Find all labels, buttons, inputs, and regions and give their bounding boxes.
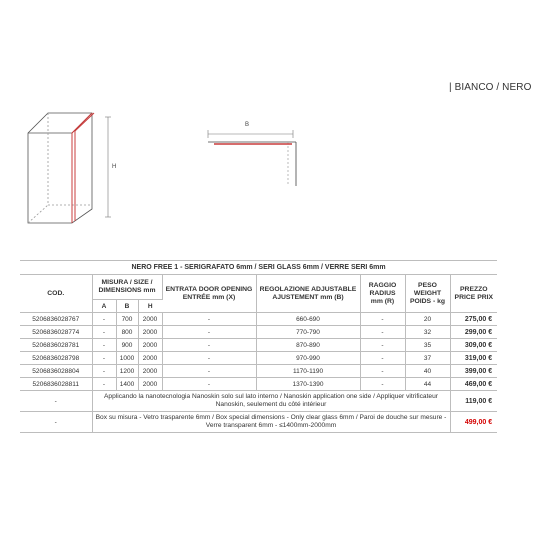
table-row	[20, 378, 497, 391]
cell-weight: 32	[405, 326, 450, 339]
cell-price: 469,00 €	[450, 378, 497, 391]
cell-adjustable: 1370-1390	[256, 378, 360, 391]
col-header-adjustable: REGOLAZIONE ADJUSTABLE AJUSTEMENT mm (B)	[256, 275, 360, 313]
cell-h: 2000	[138, 378, 162, 391]
cell-cod: -	[20, 391, 92, 412]
cell-weight: 35	[405, 339, 450, 352]
col-header-b: B	[116, 300, 138, 313]
cell-price: 299,00 €	[450, 326, 497, 339]
finish-label: | BIANCO / NERO	[449, 82, 532, 93]
cell-opening: -	[162, 313, 256, 326]
cell-adjustable: 1170-1190	[256, 365, 360, 378]
cell-cod: 5206836028781	[20, 339, 92, 352]
option-description: Applicando la nanotecnologia Nanoskin solo sul lato interno / Nanoskin application one side / Appliquer vitrificateur Nanoskin, seulement du côté intérieur	[92, 391, 450, 412]
table-row	[20, 313, 497, 326]
cell-cod: 5206836028811	[20, 378, 92, 391]
cell-opening: -	[162, 378, 256, 391]
cell-b: 1400	[116, 378, 138, 391]
cell-weight: 44	[405, 378, 450, 391]
table-row	[20, 326, 497, 339]
cell-a: -	[92, 352, 116, 365]
cell-a: -	[92, 378, 116, 391]
option-row	[20, 412, 497, 433]
cell-opening: -	[162, 326, 256, 339]
col-header-a: A	[92, 300, 116, 313]
cell-b: 900	[116, 339, 138, 352]
width-dimension-label: B	[245, 122, 250, 128]
cell-radius: -	[360, 378, 405, 391]
cell-weight: 40	[405, 365, 450, 378]
col-header-h: H	[138, 300, 162, 313]
table-row	[20, 339, 497, 352]
cell-price: 399,00 €	[450, 365, 497, 378]
col-header-cod: COD.	[20, 275, 92, 313]
cell-h: 2000	[138, 352, 162, 365]
option-row	[20, 391, 497, 412]
cell-b: 1000	[116, 352, 138, 365]
option-description: Box su misura - Vetro trasparente 6mm / Box special dimensions - Only clear glass 6mm / Paroi de douche sur mesure - Verre transparent 6mm - ≤1400mm-2000mm	[92, 412, 450, 433]
cell-price: 119,00 €	[450, 391, 497, 412]
cell-adjustable: 970-990	[256, 352, 360, 365]
cell-price: 309,00 €	[450, 339, 497, 352]
cell-radius: -	[360, 352, 405, 365]
cell-opening: -	[162, 365, 256, 378]
cell-h: 2000	[138, 365, 162, 378]
cell-cod: 5206836028767	[20, 313, 92, 326]
cell-cod: 5206836028774	[20, 326, 92, 339]
table-title: NERO FREE 1 - SERIGRAFATO 6mm / SERI GLASS 6mm / VERRE SERI 6mm	[20, 261, 497, 275]
cell-a: -	[92, 365, 116, 378]
cell-a: -	[92, 326, 116, 339]
cell-b: 700	[116, 313, 138, 326]
cell-b: 800	[116, 326, 138, 339]
cell-radius: -	[360, 326, 405, 339]
col-header-price: PREZZO PRICE PRIX	[450, 275, 497, 313]
shower-panel-top-view-drawing	[200, 120, 310, 195]
cell-h: 2000	[138, 326, 162, 339]
cell-a: -	[92, 313, 116, 326]
cell-price: 319,00 €	[450, 352, 497, 365]
cell-b: 1200	[116, 365, 138, 378]
cell-cod: -	[20, 412, 92, 433]
cell-weight: 37	[405, 352, 450, 365]
cell-price: 499,00 €	[450, 412, 497, 433]
cell-h: 2000	[138, 313, 162, 326]
height-dimension-label: H	[112, 164, 117, 170]
cell-adjustable: 870-890	[256, 339, 360, 352]
col-header-opening: ENTRATA DOOR OPENING ENTRÉE mm (X)	[162, 275, 256, 313]
cell-adjustable: 770-790	[256, 326, 360, 339]
cell-weight: 20	[405, 313, 450, 326]
cell-adjustable: 660-690	[256, 313, 360, 326]
table-row	[20, 365, 497, 378]
col-header-radius: RAGGIO RADIUS mm (R)	[360, 275, 405, 313]
cell-opening: -	[162, 339, 256, 352]
cell-h: 2000	[138, 339, 162, 352]
cell-cod: 5206836028804	[20, 365, 92, 378]
col-header-weight: PESO WEIGHT POIDS - kg	[405, 275, 450, 313]
cell-radius: -	[360, 339, 405, 352]
product-price-table	[20, 260, 497, 433]
table-row	[20, 352, 497, 365]
cell-cod: 5206836028798	[20, 352, 92, 365]
cell-radius: -	[360, 365, 405, 378]
cell-radius: -	[360, 313, 405, 326]
col-header-size: MISURA / SIZE / DIMENSIONS mm	[92, 275, 162, 300]
cell-opening: -	[162, 352, 256, 365]
cell-price: 275,00 €	[450, 313, 497, 326]
cell-a: -	[92, 339, 116, 352]
